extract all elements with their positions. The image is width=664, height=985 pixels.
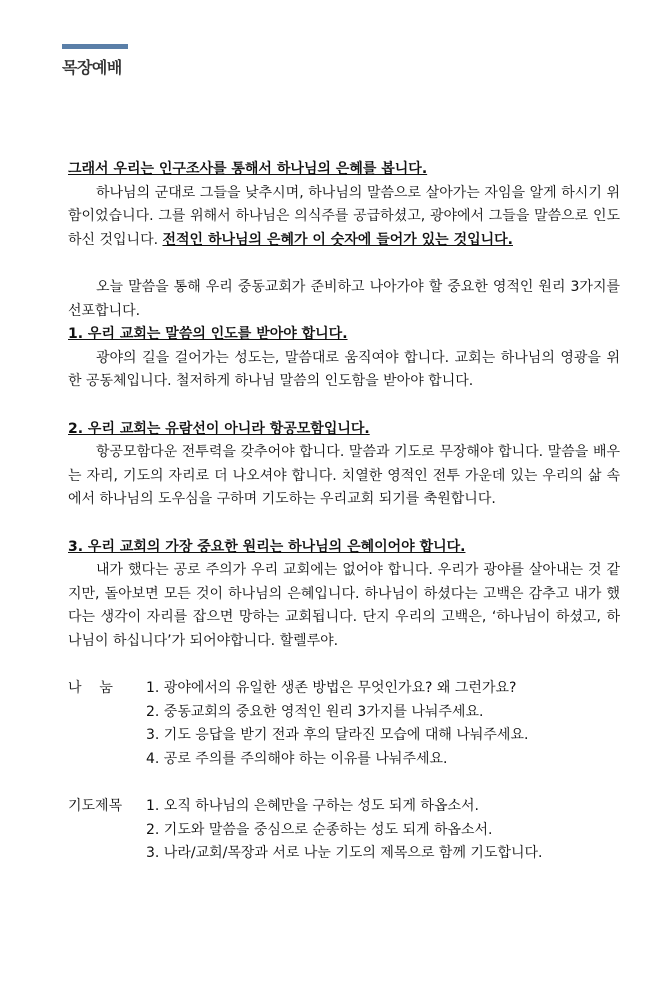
intro-body-emphasis: 전적인 하나님의 은혜가 이 숫자에 들어가 있는 것입니다. <box>162 231 513 248</box>
intro-body <box>68 182 620 253</box>
principle-2-body: 항공모함다운 전투력을 갖추어야 합니다. 말씀과 기도로 무장해야 합니다. 말씀을 배우는 자리, 기도의 자리로 더 나오셔야 합니다. 치열한 영적인 전투 가운데 있는 우리의 삶 속에서 하나님의 도우심을 구하며 기도하는 우리교회 되기를 축원합니다. <box>68 444 620 508</box>
sharing-item: 4. 공로 주의를 주의해야 하는 이유를 나눠주세요. <box>146 750 448 767</box>
principle-3-heading: 3. 우리 교회의 가장 중요한 원리는 하나님의 은혜이어야 합니다. <box>68 538 466 555</box>
prayer-item: 1. 오직 하나님의 은혜만을 구하는 성도 되게 하옵소서. <box>146 798 479 815</box>
intro-heading: 그래서 우리는 인구조사를 통해서 하나님의 은혜를 봅니다. <box>68 161 428 177</box>
proclamation: 오늘 말씀을 통해 우리 중동교회가 준비하고 나아가야 할 중요한 영적인 원리 3가지를 선포합니다. <box>68 278 620 319</box>
prayer-section <box>68 795 620 866</box>
header-title: 목장예배 <box>62 58 122 77</box>
sharing-item: 3. 기도 응답을 받기 전과 후의 달라진 모습에 대해 나눠주세요. <box>146 727 529 744</box>
prayer-item: 2. 기도와 말씀을 중심으로 순종하는 성도 되게 하옵소서. <box>146 821 493 838</box>
principle-1-heading: 1. 우리 교회는 말씀의 인도를 받아야 합니다. <box>68 326 348 343</box>
principle-1-body: 광야의 길을 걸어가는 성도는, 말씀대로 움직여야 합니다. 교회는 하나님의 영광을 위한 공동체입니다. 철저하게 하나님 말씀의 인도함을 받아야 합니다. <box>68 349 620 390</box>
sharing-label: 나 눔 <box>68 680 113 697</box>
sermon-content <box>68 158 620 866</box>
principle-3-body: 내가 했다는 공로 주의가 우리 교회에는 없어야 합니다. 우리가 광야를 살아내는 것 같지만, 돌아보면 모든 것이 하나님의 은혜입니다. 하나님이 하셨다는 고백은 감추고 내가 했다는 생각이 자리를 잡으면 망하는 교회됩니다. 단지 우리의 고백은, ‘하나님이 하셨고, 하나님이 하십니다’가 되어야합니다. 할렐루야. <box>68 562 620 649</box>
sharing-item: 2. 중동교회의 중요한 영적인 원리 3가지를 나눠주세요. <box>146 703 484 720</box>
prayer-item: 3. 나라/교회/목장과 서로 나눈 기도의 제목으로 함께 기도합니다. <box>146 845 543 862</box>
intro-body-text: 하나님의 군대로 그들을 낮추시며, 하나님의 말씀으로 살아가는 자임을 알게 하시기 위함이었습니다. 그를 위해서 하나님은 의식주를 공급하셨고, 광야에서 그들을 말씀으로 인도하신 것입니다. <box>68 184 620 248</box>
sharing-section <box>68 677 620 771</box>
principle-2-heading: 2. 우리 교회는 유람선이 아니라 항공모함입니다. <box>68 420 370 437</box>
sharing-item: 1. 광야에서의 유일한 생존 방법은 무엇인가요? 왜 그런가요? <box>146 680 517 697</box>
header-accent-bar <box>62 44 128 49</box>
prayer-label: 기도제목 <box>68 798 123 815</box>
